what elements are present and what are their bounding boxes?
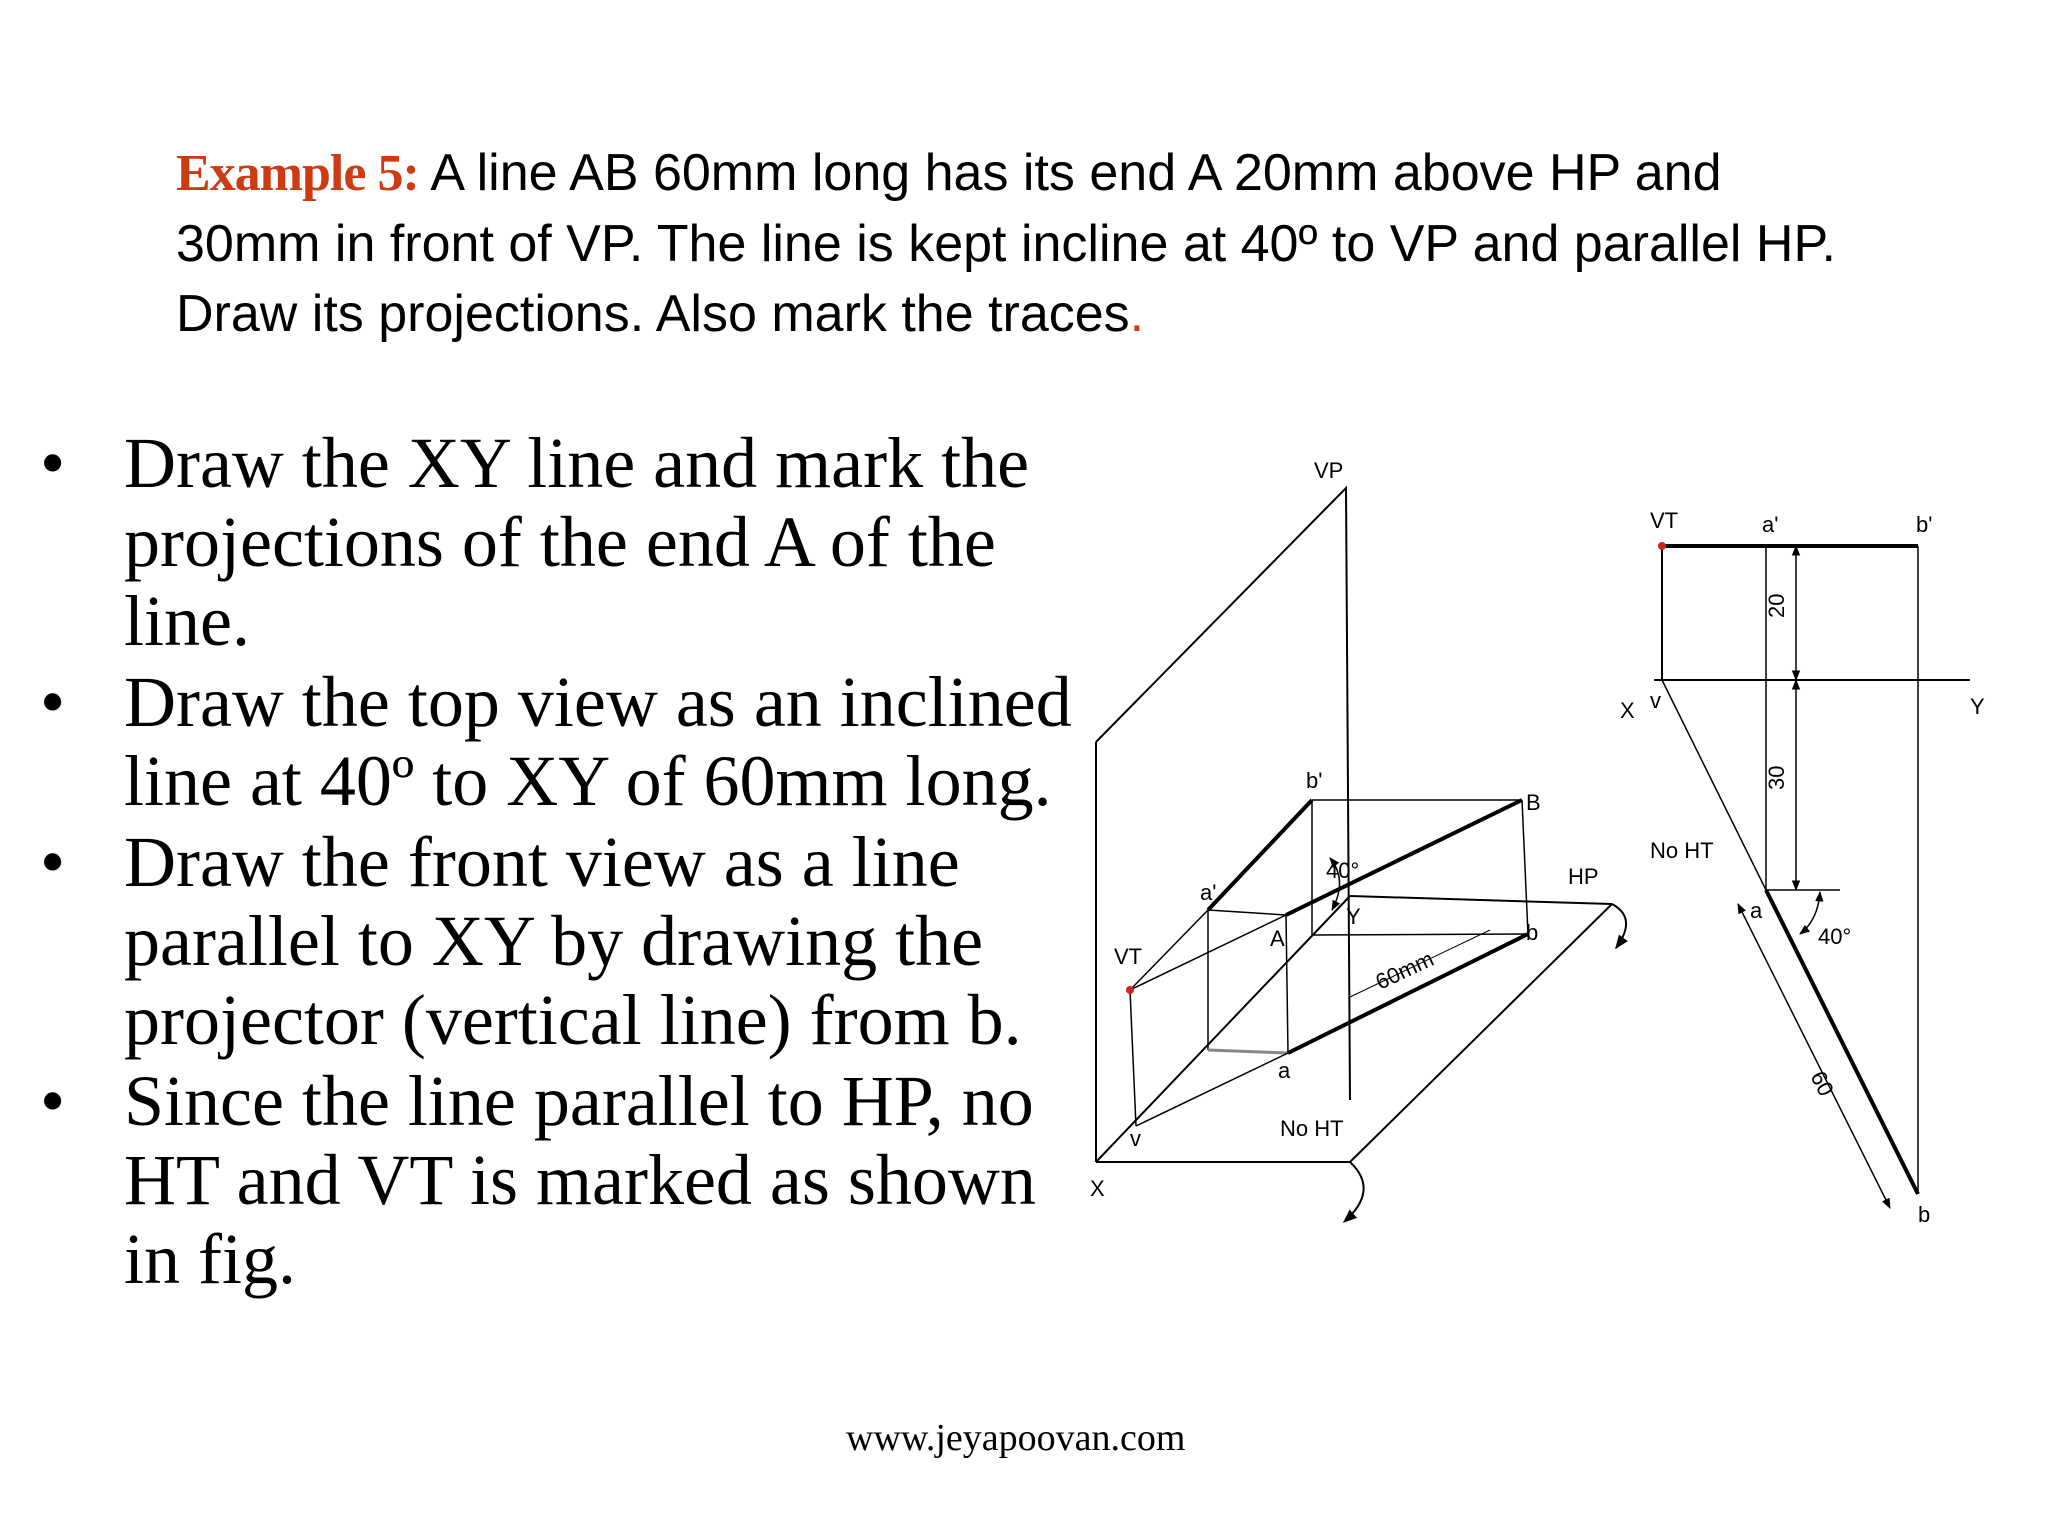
pictorial-figure <box>1096 488 1626 1222</box>
step-text: Draw the XY line and mark the projections of the end A of the line. <box>124 423 1030 661</box>
example-label: Example 5: <box>176 145 419 202</box>
ortho-x-label: X <box>1620 698 1635 723</box>
dim-60-label: 60 <box>1805 1066 1839 1101</box>
pictorial-vt-label: VT <box>1114 944 1143 969</box>
ortho-y-label: Y <box>1970 694 1985 719</box>
dim-20-label: 20 <box>1764 593 1789 618</box>
hp-label: HP <box>1568 864 1599 889</box>
footer-website: www.jeyapoovan.com <box>846 1417 1186 1459</box>
point-A-label: A <box>1270 926 1285 951</box>
dim-60-line <box>1738 904 1890 1208</box>
ortho-no-ht-label: No HT <box>1650 838 1714 863</box>
ortho-v-label: v <box>1650 688 1661 713</box>
point-v-label: v <box>1130 1126 1141 1151</box>
ortho-vt-point <box>1658 542 1666 550</box>
pictorial-vt-point <box>1126 986 1134 994</box>
ortho-vt-label: VT <box>1650 508 1679 533</box>
step-text: Draw the top view as an inclined line at 40º to XY of 60mm long. <box>124 662 1072 821</box>
ortho-angle-label: 40° <box>1818 924 1852 949</box>
a-prime-label: a' <box>1200 880 1217 905</box>
b-prime-label: b' <box>1306 768 1323 793</box>
ortho-a-prime-label: a' <box>1762 512 1779 537</box>
ortho-b-label: b <box>1918 1202 1931 1227</box>
hp-back-edge <box>1350 896 1612 904</box>
bullet-icon: • <box>40 423 66 503</box>
pictorial-front-view <box>1208 800 1312 910</box>
point-B-label: B <box>1526 790 1541 815</box>
ortho-a-label: a <box>1750 898 1763 923</box>
point-b-label: b <box>1526 920 1539 945</box>
bullet-icon: • <box>40 662 66 742</box>
orthographic-figure <box>1654 546 1970 1208</box>
pictorial-x-label: X <box>1090 1176 1105 1201</box>
bullet-icon: • <box>40 822 66 902</box>
pictorial-y-label: Y <box>1346 904 1361 929</box>
ortho-b-prime-label: b' <box>1916 512 1933 537</box>
pictorial-no-ht-label: No HT <box>1280 1116 1344 1141</box>
point-a-label: a <box>1278 1058 1291 1083</box>
vp-plane <box>1096 488 1350 1100</box>
bullet-icon: • <box>40 1061 66 1141</box>
vp-rotation-arrow <box>1344 1162 1364 1222</box>
step-text: Since the line parallel to HP, no HT and VT is marked as shown in fig. <box>124 1061 1036 1299</box>
pictorial-angle-label: 40° <box>1326 858 1360 883</box>
problem-end-dot: . <box>1129 285 1145 343</box>
orthographic-labels <box>1620 508 1985 1227</box>
pictorial-top-view <box>1288 934 1528 1053</box>
ortho-angle-arc <box>1800 892 1820 934</box>
hp-rotation-arrow <box>1612 904 1626 948</box>
pictorial-length-label: 60mm <box>1371 946 1438 995</box>
dim-30-label: 30 <box>1764 765 1789 790</box>
vp-label: VP <box>1314 458 1344 483</box>
step-text: Draw the front view as a line parallel to XY by drawing the projector (vertical line) from b. <box>124 822 1022 1060</box>
problem-text: A line AB 60mm long has its end A 20mm above HP and 30mm in front of VP. The line is kept incline at 40º to VP and parallel HP. Draw its projections. Also mark the traces <box>176 144 1836 343</box>
